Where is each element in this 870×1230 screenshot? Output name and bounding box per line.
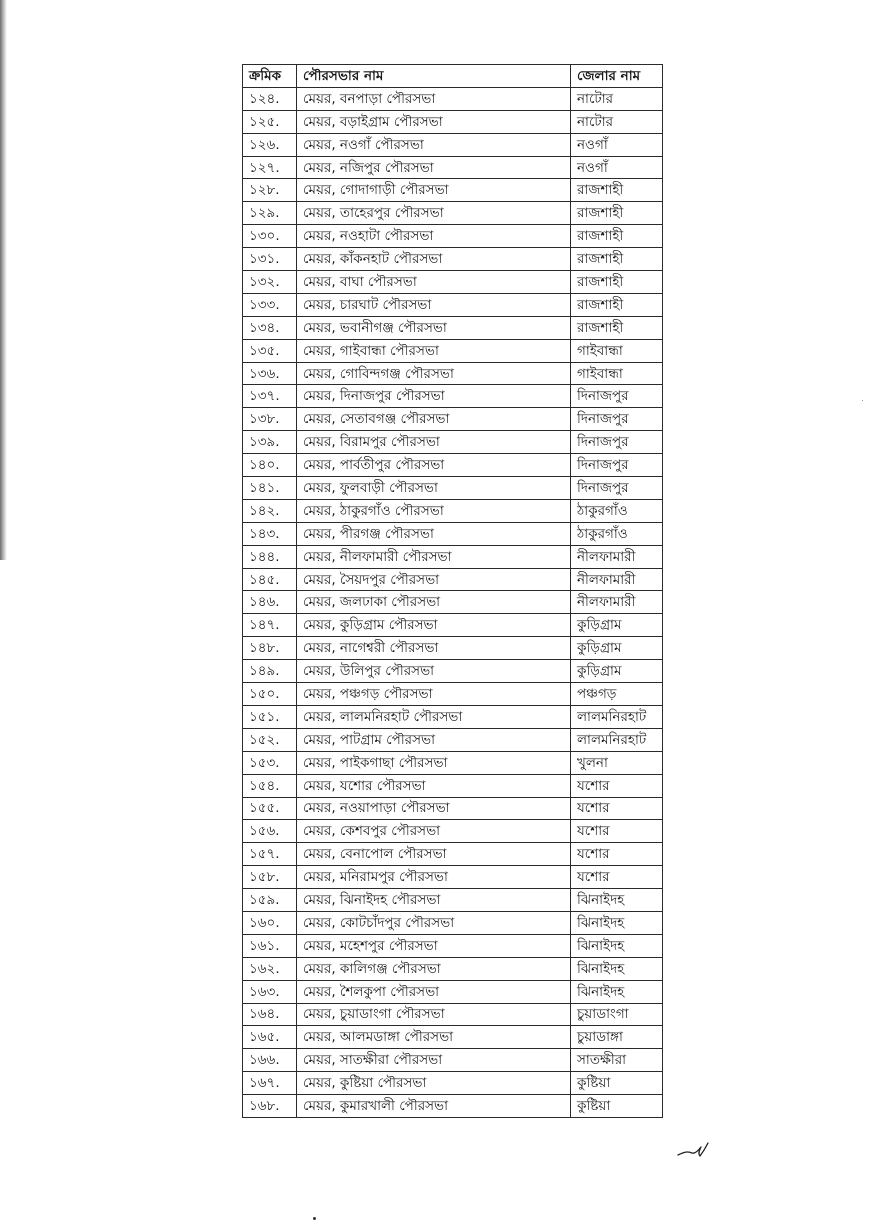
district-name-cell: কুষ্টিয়া bbox=[571, 1072, 663, 1095]
municipality-name-cell: মেয়র, বাঘা পৌরসভা bbox=[297, 271, 571, 294]
municipality-name-cell: মেয়র, কুড়িগ্রাম পৌরসভা bbox=[297, 614, 571, 637]
stray-mark bbox=[862, 400, 863, 401]
header-municipality-name: পৌরসভার নাম bbox=[297, 65, 571, 88]
district-name-cell: রাজশাহী bbox=[571, 179, 663, 202]
municipality-name-cell: মেয়র, উলিপুর পৌরসভা bbox=[297, 660, 571, 683]
serial-cell: ১৫৫. bbox=[243, 797, 297, 820]
district-name-cell: নাটোর bbox=[571, 87, 663, 110]
serial-cell: ১৪৬. bbox=[243, 591, 297, 614]
table-row bbox=[243, 156, 663, 179]
municipality-name-cell: মেয়র, পার্বতীপুর পৌরসভা bbox=[297, 454, 571, 477]
municipality-name-cell: মেয়র, পীরগঞ্জ পৌরসভা bbox=[297, 522, 571, 545]
district-name-cell: ঝিনাইদহ bbox=[571, 957, 663, 980]
district-name-cell: নওগাঁ bbox=[571, 133, 663, 156]
municipality-name-cell: মেয়র, সৈয়দপুর পৌরসভা bbox=[297, 568, 571, 591]
district-name-cell: ঠাকুরগাঁও bbox=[571, 499, 663, 522]
serial-cell: ১৫৮. bbox=[243, 866, 297, 889]
municipality-name-cell: মেয়র, বেনাপোল পৌরসভা bbox=[297, 843, 571, 866]
table-row bbox=[243, 1095, 663, 1118]
table-row bbox=[243, 179, 663, 202]
serial-cell: ১৬১. bbox=[243, 934, 297, 957]
district-name-cell: রাজশাহী bbox=[571, 316, 663, 339]
municipality-name-cell: মেয়র, মনিরামপুর পৌরসভা bbox=[297, 866, 571, 889]
municipality-name-cell: মেয়র, বড়াইগ্রাম পৌরসভা bbox=[297, 110, 571, 133]
municipality-name-cell: মেয়র, বনপাড়া পৌরসভা bbox=[297, 87, 571, 110]
serial-cell: ১৩১. bbox=[243, 248, 297, 271]
table-row bbox=[243, 87, 663, 110]
district-name-cell: লালমনিরহাট bbox=[571, 705, 663, 728]
serial-cell: ১৫৬. bbox=[243, 820, 297, 843]
district-name-cell: গাইবান্ধা bbox=[571, 362, 663, 385]
serial-cell: ১৫১. bbox=[243, 705, 297, 728]
serial-cell: ১৩৩. bbox=[243, 293, 297, 316]
municipality-name-cell: মেয়র, যশোর পৌরসভা bbox=[297, 774, 571, 797]
table-row bbox=[243, 248, 663, 271]
district-name-cell: সাতক্ষীরা bbox=[571, 1049, 663, 1072]
initial-signature-icon bbox=[676, 1140, 710, 1162]
table-row bbox=[243, 225, 663, 248]
district-name-cell: নওগাঁ bbox=[571, 156, 663, 179]
serial-cell: ১৩৯. bbox=[243, 431, 297, 454]
serial-cell: ১৪৪. bbox=[243, 545, 297, 568]
table-row bbox=[243, 1049, 663, 1072]
serial-cell: ১৩৭. bbox=[243, 385, 297, 408]
district-name-cell: যশোর bbox=[571, 843, 663, 866]
table-row bbox=[243, 637, 663, 660]
table-row bbox=[243, 133, 663, 156]
serial-cell: ১৩২. bbox=[243, 271, 297, 294]
municipality-name-cell: মেয়র, দিনাজপুর পৌরসভা bbox=[297, 385, 571, 408]
municipality-name-cell: মেয়র, আলমডাঙ্গা পৌরসভা bbox=[297, 1026, 571, 1049]
table-row bbox=[243, 957, 663, 980]
table-row bbox=[243, 568, 663, 591]
municipality-name-cell: মেয়র, ঠাকুরগাঁও পৌরসভা bbox=[297, 499, 571, 522]
serial-cell: ১৫০. bbox=[243, 683, 297, 706]
district-name-cell: ঝিনাইদহ bbox=[571, 911, 663, 934]
municipality-name-cell: মেয়র, বিরামপুর পৌরসভা bbox=[297, 431, 571, 454]
serial-cell: ১৬৩. bbox=[243, 980, 297, 1003]
serial-cell: ১২৫. bbox=[243, 110, 297, 133]
table-row bbox=[243, 293, 663, 316]
table-row bbox=[243, 454, 663, 477]
municipality-name-cell: মেয়র, ঝিনাইদহ পৌরসভা bbox=[297, 889, 571, 912]
district-name-cell: যশোর bbox=[571, 866, 663, 889]
municipality-name-cell: মেয়র, লালমনিরহাট পৌরসভা bbox=[297, 705, 571, 728]
district-name-cell: দিনাজপুর bbox=[571, 408, 663, 431]
serial-cell: ১৬৮. bbox=[243, 1095, 297, 1118]
district-name-cell: ঠাকুরগাঁও bbox=[571, 522, 663, 545]
serial-cell: ১২৯. bbox=[243, 202, 297, 225]
table-row bbox=[243, 660, 663, 683]
serial-cell: ১৪৯. bbox=[243, 660, 297, 683]
serial-cell: ১৪২. bbox=[243, 499, 297, 522]
municipality-name-cell: মেয়র, ফুলবাড়ী পৌরসভা bbox=[297, 477, 571, 500]
table-row bbox=[243, 477, 663, 500]
district-name-cell: দিনাজপুর bbox=[571, 454, 663, 477]
municipality-name-cell: মেয়র, নীলফামারী পৌরসভা bbox=[297, 545, 571, 568]
district-name-cell: যশোর bbox=[571, 797, 663, 820]
serial-cell: ১৫৭. bbox=[243, 843, 297, 866]
table-row bbox=[243, 362, 663, 385]
municipality-name-cell: মেয়র, ভবানীগঞ্জ পৌরসভা bbox=[297, 316, 571, 339]
municipality-name-cell: মেয়র, মহেশপুর পৌরসভা bbox=[297, 934, 571, 957]
municipality-name-cell: মেয়র, চারঘাট পৌরসভা bbox=[297, 293, 571, 316]
district-name-cell: খুলনা bbox=[571, 751, 663, 774]
table-row bbox=[243, 522, 663, 545]
district-name-cell: ঝিনাইদহ bbox=[571, 980, 663, 1003]
table-row bbox=[243, 614, 663, 637]
table-row bbox=[243, 385, 663, 408]
table-row bbox=[243, 110, 663, 133]
district-name-cell: রাজশাহী bbox=[571, 202, 663, 225]
serial-cell: ১৪৩. bbox=[243, 522, 297, 545]
district-name-cell: নীলফামারী bbox=[571, 568, 663, 591]
district-name-cell: যশোর bbox=[571, 820, 663, 843]
serial-cell: ১৬০. bbox=[243, 911, 297, 934]
table-row bbox=[243, 751, 663, 774]
district-name-cell: যশোর bbox=[571, 774, 663, 797]
table-row bbox=[243, 591, 663, 614]
district-name-cell: লালমনিরহাট bbox=[571, 728, 663, 751]
header-district-name: জেলার নাম bbox=[571, 65, 663, 88]
municipality-name-cell: মেয়র, নওহাটা পৌরসভা bbox=[297, 225, 571, 248]
serial-cell: ১৪৮. bbox=[243, 637, 297, 660]
serial-cell: ১৩৪. bbox=[243, 316, 297, 339]
district-name-cell: গাইবান্ধা bbox=[571, 339, 663, 362]
table-row bbox=[243, 316, 663, 339]
district-name-cell: ঝিনাইদহ bbox=[571, 889, 663, 912]
municipality-name-cell: মেয়র, চুয়াডাংগা পৌরসভা bbox=[297, 1003, 571, 1026]
municipality-name-cell: মেয়র, কাঁকনহাট পৌরসভা bbox=[297, 248, 571, 271]
table-row bbox=[243, 843, 663, 866]
serial-cell: ১৬৪. bbox=[243, 1003, 297, 1026]
serial-cell: ১৬৭. bbox=[243, 1072, 297, 1095]
serial-cell: ১২৬. bbox=[243, 133, 297, 156]
table-row bbox=[243, 431, 663, 454]
municipality-name-cell: মেয়র, গোদাগাড়ী পৌরসভা bbox=[297, 179, 571, 202]
district-name-cell: চুয়াডাংগা bbox=[571, 1003, 663, 1026]
serial-cell: ১২৮. bbox=[243, 179, 297, 202]
municipality-name-cell: মেয়র, পাটগ্রাম পৌরসভা bbox=[297, 728, 571, 751]
municipality-name-cell: মেয়র, নওগাঁ পৌরসভা bbox=[297, 133, 571, 156]
table-row bbox=[243, 1072, 663, 1095]
municipality-name-cell: মেয়র, সাতক্ষীরা পৌরসভা bbox=[297, 1049, 571, 1072]
serial-cell: ১৫৯. bbox=[243, 889, 297, 912]
district-name-cell: দিনাজপুর bbox=[571, 385, 663, 408]
serial-cell: ১৩০. bbox=[243, 225, 297, 248]
municipality-name-cell: মেয়র, নজিপুর পৌরসভা bbox=[297, 156, 571, 179]
serial-cell: ১৬২. bbox=[243, 957, 297, 980]
table-row bbox=[243, 980, 663, 1003]
table-row bbox=[243, 728, 663, 751]
serial-cell: ১৪১. bbox=[243, 477, 297, 500]
serial-cell: ১৫৩. bbox=[243, 751, 297, 774]
municipality-name-cell: মেয়র, গাইবান্ধা পৌরসভা bbox=[297, 339, 571, 362]
serial-cell: ১৫২. bbox=[243, 728, 297, 751]
table-row bbox=[243, 866, 663, 889]
serial-cell: ১৬৫. bbox=[243, 1026, 297, 1049]
district-name-cell: নীলফামারী bbox=[571, 591, 663, 614]
header-serial: ক্রমিক bbox=[243, 65, 297, 88]
serial-cell: ১৪০. bbox=[243, 454, 297, 477]
district-name-cell: কুড়িগ্রাম bbox=[571, 637, 663, 660]
district-name-cell: দিনাজপুর bbox=[571, 431, 663, 454]
municipality-name-cell: মেয়র, নাগেশ্বরী পৌরসভা bbox=[297, 637, 571, 660]
district-name-cell: কুড়িগ্রাম bbox=[571, 614, 663, 637]
serial-cell: ১২৪. bbox=[243, 87, 297, 110]
district-name-cell: রাজশাহী bbox=[571, 225, 663, 248]
serial-cell: ১৩৫. bbox=[243, 339, 297, 362]
serial-cell: ১৪৭. bbox=[243, 614, 297, 637]
table-row bbox=[243, 889, 663, 912]
district-name-cell: কুষ্টিয়া bbox=[571, 1095, 663, 1118]
municipality-name-cell: মেয়র, গোবিন্দগঞ্জ পৌরসভা bbox=[297, 362, 571, 385]
table-header-row bbox=[243, 65, 663, 88]
municipality-name-cell: মেয়র, পাইকগাছা পৌরসভা bbox=[297, 751, 571, 774]
table-row bbox=[243, 271, 663, 294]
table-row bbox=[243, 820, 663, 843]
table-row bbox=[243, 1003, 663, 1026]
municipality-name-cell: মেয়র, কোটচাঁদপুর পৌরসভা bbox=[297, 911, 571, 934]
municipality-name-cell: মেয়র, তাহেরপুর পৌরসভা bbox=[297, 202, 571, 225]
municipality-name-cell: মেয়র, নওয়াপাড়া পৌরসভা bbox=[297, 797, 571, 820]
district-name-cell: পঞ্চগড় bbox=[571, 683, 663, 706]
table-row bbox=[243, 202, 663, 225]
scan-edge-shadow bbox=[0, 0, 7, 560]
table-row bbox=[243, 683, 663, 706]
table-body bbox=[243, 87, 663, 1117]
serial-cell: ১৫৪. bbox=[243, 774, 297, 797]
municipality-table bbox=[242, 64, 663, 1118]
municipality-name-cell: মেয়র, সেতাবগঞ্জ পৌরসভা bbox=[297, 408, 571, 431]
serial-cell: ১৬৬. bbox=[243, 1049, 297, 1072]
district-name-cell: রাজশাহী bbox=[571, 271, 663, 294]
serial-cell: ১৪৫. bbox=[243, 568, 297, 591]
serial-cell: ১৩৮. bbox=[243, 408, 297, 431]
table-row bbox=[243, 545, 663, 568]
district-name-cell: রাজশাহী bbox=[571, 248, 663, 271]
district-name-cell: নাটোর bbox=[571, 110, 663, 133]
district-name-cell: চুয়াডাঙ্গা bbox=[571, 1026, 663, 1049]
table-row bbox=[243, 705, 663, 728]
serial-cell: ১২৭. bbox=[243, 156, 297, 179]
table-row bbox=[243, 1026, 663, 1049]
district-name-cell: কুড়িগ্রাম bbox=[571, 660, 663, 683]
table-row bbox=[243, 499, 663, 522]
district-name-cell: নীলফামারী bbox=[571, 545, 663, 568]
municipality-name-cell: মেয়র, কেশবপুর পৌরসভা bbox=[297, 820, 571, 843]
district-name-cell: রাজশাহী bbox=[571, 293, 663, 316]
municipality-name-cell: মেয়র, জলঢাকা পৌরসভা bbox=[297, 591, 571, 614]
table-row bbox=[243, 911, 663, 934]
district-name-cell: ঝিনাইদহ bbox=[571, 934, 663, 957]
table-row bbox=[243, 934, 663, 957]
municipality-name-cell: মেয়র, পঞ্চগড় পৌরসভা bbox=[297, 683, 571, 706]
municipality-name-cell: মেয়র, শৈলকুপা পৌরসভা bbox=[297, 980, 571, 1003]
table-row bbox=[243, 339, 663, 362]
municipality-name-cell: মেয়র, কুমারখালী পৌরসভা bbox=[297, 1095, 571, 1118]
table-row bbox=[243, 774, 663, 797]
table-row bbox=[243, 797, 663, 820]
municipality-name-cell: মেয়র, কুষ্টিয়া পৌরসভা bbox=[297, 1072, 571, 1095]
stray-dot bbox=[313, 1217, 316, 1220]
serial-cell: ১৩৬. bbox=[243, 362, 297, 385]
municipality-name-cell: মেয়র, কালিগঞ্জ পৌরসভা bbox=[297, 957, 571, 980]
table-row bbox=[243, 408, 663, 431]
district-name-cell: দিনাজপুর bbox=[571, 477, 663, 500]
